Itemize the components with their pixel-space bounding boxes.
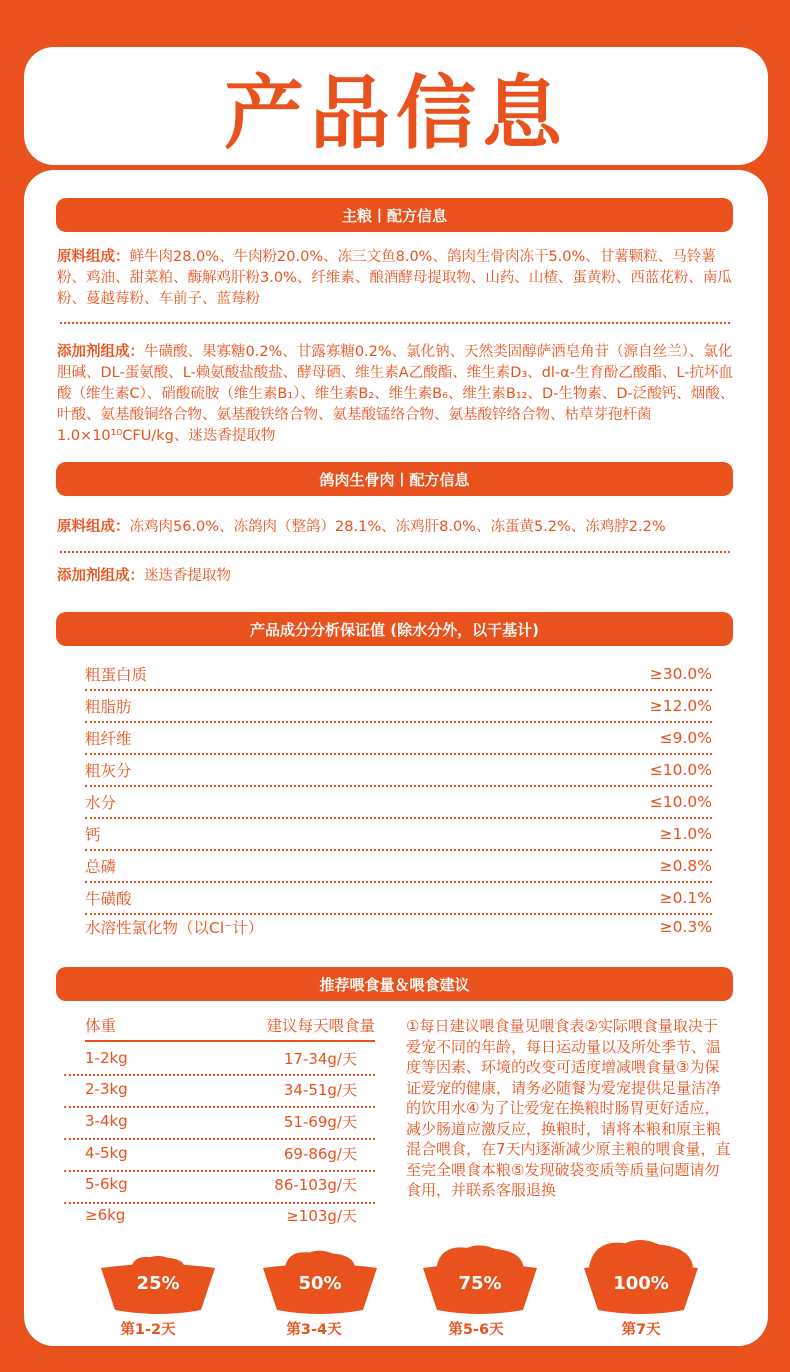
section-header-main-food: 主粮丨配方信息 xyxy=(56,198,733,232)
feeding-table-header xyxy=(85,1010,375,1042)
divider xyxy=(60,551,730,553)
amount: 86-103g/天 xyxy=(274,1175,357,1194)
food-icon xyxy=(437,1245,524,1267)
weight: 3-4kg xyxy=(85,1112,128,1130)
ingredients-text: 冻鸡肉56.0%、冻鸽肉（整鸽）28.1%、冻鸡肝8.0%、冻蛋黄5.2%、冻鸡脖2.2% xyxy=(129,519,666,535)
weight: 4-5kg xyxy=(85,1144,128,1162)
nutrient-name: 水溶性氯化物（以Cl⁻计） xyxy=(85,919,264,937)
additives-text: 迷迭香提取物 xyxy=(144,568,231,584)
day-label: 第5-6天 xyxy=(448,1322,504,1338)
nutrient-name: 总磷 xyxy=(85,858,117,876)
pigeon-ingredients xyxy=(57,517,737,538)
nutrient-name: 牛磺酸 xyxy=(85,890,132,908)
table-row xyxy=(85,1105,357,1137)
table-row xyxy=(85,1042,357,1074)
pigeon-additives xyxy=(57,566,737,587)
table-row xyxy=(85,1137,357,1169)
table-row xyxy=(85,1168,357,1200)
amount: 34-51g/天 xyxy=(283,1080,357,1099)
page-title: 产品信息 xyxy=(224,66,568,160)
section-header-pigeon: 鸽肉生骨肉丨配方信息 xyxy=(56,462,733,496)
weight: 2-3kg xyxy=(85,1080,128,1098)
table-row xyxy=(85,1199,357,1231)
ingredients-text: 鲜牛肉28.0%、牛肉粉20.0%、冻三文鱼8.0%、鸽肉生骨肉冻干5.0%、甘薯颗粒、马铃薯粉、鸡油、甜菜粕、酶解鸡肝粉3.0%、纤维素、酿酒酵母提取物、山药、山楂、蛋黄粉、西蓝花粉、南瓜粉、蔓越莓粉、车前子、蓝莓粉 xyxy=(57,249,732,307)
table-row xyxy=(85,819,712,851)
col-amount: 建议每天喂食量 xyxy=(266,1017,375,1035)
additives-label: 添加剂组成： xyxy=(57,568,144,584)
table-row xyxy=(85,911,712,943)
table-row xyxy=(85,787,712,819)
ingredients-label: 原料组成： xyxy=(57,249,130,265)
section-header-feeding: 推荐喂食量＆喂食建议 xyxy=(56,967,733,1001)
percent-label: 25% xyxy=(136,1273,180,1294)
col-weight: 体重 xyxy=(85,1017,117,1035)
section-header-analysis: 产品成分分析保证值 (除水分外，以干基计) xyxy=(56,612,733,646)
table-row xyxy=(85,755,712,787)
food-icon xyxy=(589,1240,693,1267)
nutrient-value: ≤9.0% xyxy=(659,729,712,747)
additives-text: 牛磺酸、果寡糖0.2%、甘露寡糖0.2%、氯化钠、天然类固醇萨洒皂角苷（源自丝兰）、氯化胆碱、DL-蛋氨酸、L-赖氨酸盐酸盐、酵母硒、维生素A乙酸酯、维生素D₃、dl-α-生育酚乙酸酯、L-抗坏血酸（维生素C）、硝酸硫胺（维生素B₁）、维生素B₂、维生素B₆、维生素B₁₂、D-生物素、D-泛酸钙、烟酸、叶酸、氨基酸铜络合物、氨基酸铁络合物、氨基酸锰络合物、氨基酸锌络合物、枯草芽孢杆菌1.0×10¹⁰CFU/kg、迷迭香提取物 xyxy=(57,344,735,444)
nutrient-value: ≥0.8% xyxy=(659,857,712,875)
nutrient-name: 水分 xyxy=(85,794,117,812)
weight: 5-6kg xyxy=(85,1175,128,1193)
amount: 51-69g/天 xyxy=(283,1112,357,1131)
percent-label: 100% xyxy=(613,1273,669,1294)
divider xyxy=(60,322,730,324)
percent-label: 50% xyxy=(298,1273,342,1294)
nutrient-value: ≤10.0% xyxy=(649,793,712,811)
nutrient-value: ≥30.0% xyxy=(649,665,712,683)
table-row xyxy=(85,851,712,883)
day-label: 第3-4天 xyxy=(286,1322,342,1338)
main-food-additives xyxy=(57,342,737,447)
table-row xyxy=(85,659,712,691)
nutrient-value: ≥12.0% xyxy=(649,697,712,715)
divider xyxy=(66,167,728,169)
nutrient-name: 粗蛋白质 xyxy=(85,666,148,684)
nutrient-value: ≥0.3% xyxy=(659,918,712,936)
table-row xyxy=(85,691,712,723)
weight: 1-2kg xyxy=(85,1049,128,1067)
title-card xyxy=(24,47,768,165)
percent-label: 75% xyxy=(458,1273,502,1294)
weight: ≥6kg xyxy=(85,1206,126,1224)
amount: 69-86g/天 xyxy=(283,1144,357,1163)
nutrient-value: ≥0.1% xyxy=(659,889,712,907)
feeding-notes: ①每日建议喂食量见喂食表②实际喂食量取决于爱宠不同的年龄，每日运动量以及所处季节、温度等因素、环境的改变可适度增减喂食量③为保证爱宠的健康，请务必随餐为爱宠提供足量洁净的饮用水④为了让爱宠在换粮时肠胃更好适应，减少肠道应激反应，换粮时，请将本粮和原主粮混合喂食，在7天内逐渐减少原主粮的喂食量，直至完全喂食本粮⑤发现破袋变质等质量问题请勿食用，并联系客服退换 xyxy=(406,1017,731,1199)
day-label: 第1-2天 xyxy=(120,1322,176,1338)
nutrient-name: 粗脂肪 xyxy=(85,698,132,716)
nutrient-name: 钙 xyxy=(85,826,101,844)
table-row xyxy=(85,723,712,755)
main-food-ingredients xyxy=(57,247,737,310)
amount: ≥103g/天 xyxy=(286,1206,357,1225)
nutrient-value: ≥1.0% xyxy=(659,825,712,843)
table-row xyxy=(85,1073,357,1105)
day-label: 第7天 xyxy=(621,1322,661,1338)
amount: 17-34g/天 xyxy=(283,1049,357,1068)
ingredients-label: 原料组成： xyxy=(57,519,130,535)
additives-label: 添加剂组成： xyxy=(57,344,144,360)
nutrient-name: 粗纤维 xyxy=(85,730,132,748)
nutrient-name: 粗灰分 xyxy=(85,762,132,780)
nutrient-value: ≤10.0% xyxy=(649,761,712,779)
